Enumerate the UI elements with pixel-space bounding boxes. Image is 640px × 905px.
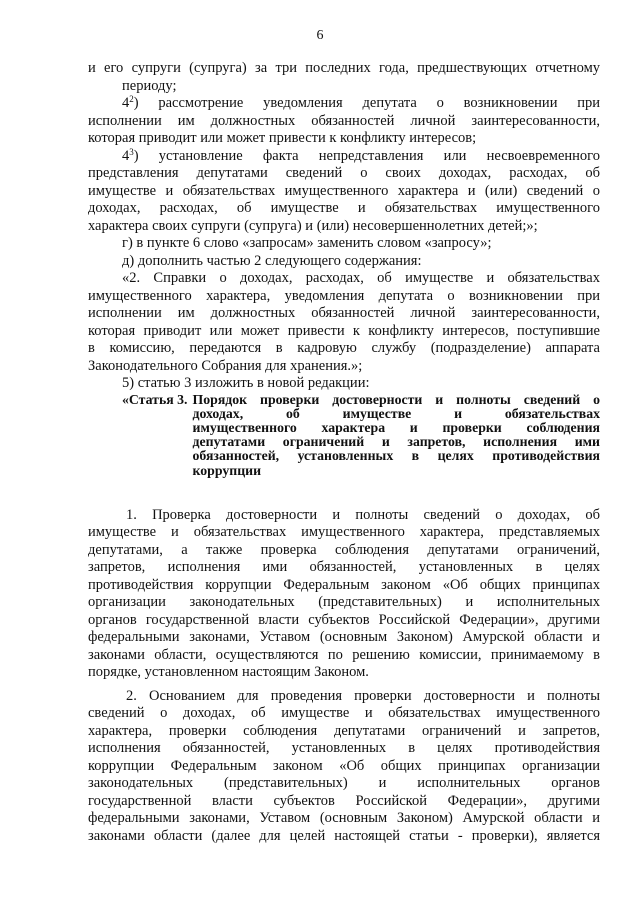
text-line: которая приводит или может привести к конфликту интересов, поступившие bbox=[88, 322, 600, 339]
text-line: д) дополнить частью 2 следующего содержания: bbox=[122, 252, 422, 269]
text-line: коррупции Федеральным законом «Об общих принципах организации bbox=[88, 757, 600, 774]
text-line bbox=[88, 95, 600, 113]
item-text: ) рассмотрение уведомления депутата о возникновении при bbox=[133, 95, 600, 111]
text-line: представления депутатами сведений о своих доходах, расходах, об bbox=[88, 165, 600, 181]
text-line: доходах, расходах, об имуществе и обязательствах имущественного bbox=[88, 200, 600, 216]
article-title-line: имущественного характера и проверки соблюдения bbox=[192, 419, 600, 435]
text-line: запретов, исполнения ими обязанностей, установленных в целях bbox=[88, 559, 600, 576]
text-line: 5) статью 3 изложить в новой редакции: bbox=[122, 375, 370, 391]
text-line: законами области, осуществляются по решению комиссии, принимаемому в bbox=[88, 646, 600, 663]
text-line: г) в пункте 6 слово «запросам» заменить словом «запросу»; bbox=[122, 235, 492, 251]
text-line: противодействия коррупции Федеральным законом «Об общих принципах bbox=[88, 576, 600, 593]
article-title-line: обязанностей, установленных в целях противодействия bbox=[192, 448, 600, 464]
text-line: федеральными законами, Уставом (основным Законом) Амурской области и bbox=[88, 629, 600, 646]
text-line: Законодательного Собрания для хранения.»; bbox=[88, 357, 363, 374]
text-line bbox=[88, 148, 600, 166]
text-line: государственной власти субъектов Российской Федерации», другими bbox=[88, 792, 600, 809]
text-line: имуществе и обязательствах имущественного характера и (или) сведений о bbox=[88, 182, 600, 199]
item-number: 4 bbox=[122, 147, 130, 164]
text-line: сведений о доходах, об имуществе и обязательствах имущественного bbox=[88, 705, 600, 722]
text-line: которая приводит или может привести к конфликту интересов; bbox=[88, 130, 477, 146]
text-line: федеральными законами, Уставом (основным Законом) Амурской области и bbox=[88, 810, 600, 827]
article-title-line: Порядок проверки достоверности и полноты сведений о bbox=[192, 391, 600, 407]
article-number: «Статья 3. bbox=[122, 391, 188, 407]
text-line: исполнении им должностных обязанностей личной заинтересованности, bbox=[88, 112, 600, 129]
text-line: имуществе и обязательствах имущественного характера, представляемых bbox=[88, 524, 600, 541]
article-title-line: коррупции bbox=[192, 462, 262, 478]
article-title bbox=[193, 393, 600, 478]
article-title-line: депутатами ограничений и запретов, исполнения ими bbox=[192, 434, 600, 450]
text-line: депутатами, а также проверка соблюдения депутатами ограничений, bbox=[88, 541, 600, 558]
article-title-line: доходах, об имуществе и обязательствах bbox=[192, 405, 600, 421]
item-text: ) установление факта непредставления или несвоевременного bbox=[133, 147, 600, 164]
text-line: характера, проверки соблюдения депутатами ограничений и запретов, bbox=[88, 722, 600, 739]
item-number: 4 bbox=[122, 95, 130, 111]
text-line: организации законодательных (представительных) и исполнительных bbox=[88, 594, 600, 611]
text-line: 1. Проверка достоверности и полноты сведений о доходах, об bbox=[126, 506, 600, 523]
text-line: и его супруги (супруга) за три последних года, предшествующих отчетному bbox=[88, 60, 600, 76]
document-body bbox=[88, 60, 600, 845]
text-line: исполнении им должностных обязанностей личной заинтересованности, bbox=[88, 305, 600, 321]
text-line: 2. Основанием для проведения проверки достоверности и полноты bbox=[126, 687, 600, 704]
item-superscript: 3 bbox=[129, 146, 134, 157]
text-line: порядке, установленном настоящим Законом. bbox=[88, 664, 369, 681]
text-line: имущественного характера, уведомления депутата о возникновении при bbox=[88, 287, 600, 304]
text-line: характера своих супруги (супруга) и (или) несовершеннолетних детей;»; bbox=[88, 217, 538, 234]
text-line: периоду; bbox=[122, 77, 177, 94]
text-line: «2. Справки о доходах, расходах, об имуществе и обязательствах bbox=[122, 270, 600, 286]
text-line: органов государственной власти субъектов Российской Федерации», другими bbox=[88, 611, 600, 628]
text-line: законами области (далее для целей настоящей статьи - проверки), является bbox=[88, 827, 600, 844]
text-line: исполнения обязанностей, установленных в целях противодействия bbox=[88, 740, 600, 757]
article-heading bbox=[88, 393, 600, 478]
text-line: в комиссию, передаются в кадровую службу (подразделение) аппарата bbox=[88, 340, 600, 356]
page-number: 6 bbox=[316, 28, 324, 43]
text-line: законодательных (представительных) и исполнительных органов bbox=[88, 775, 600, 792]
item-superscript: 2 bbox=[129, 94, 134, 104]
